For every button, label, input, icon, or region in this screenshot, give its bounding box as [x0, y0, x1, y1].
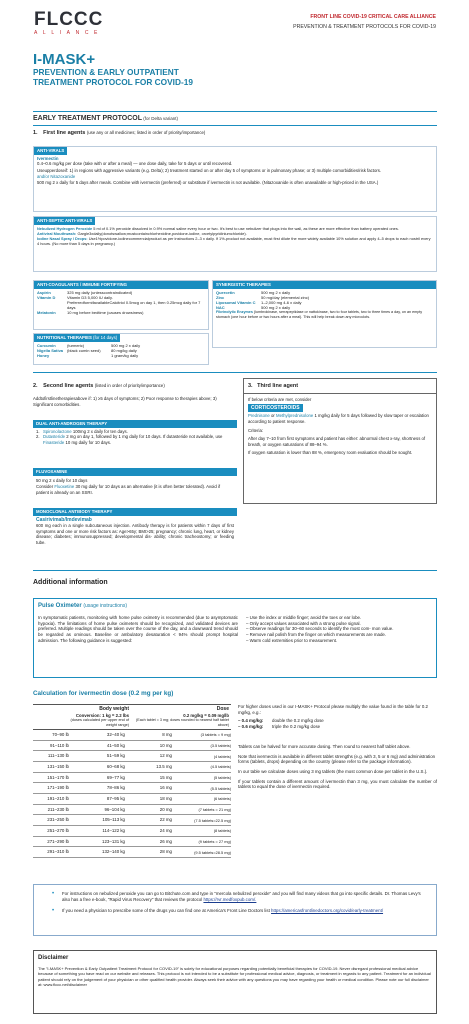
- antivirals-header: ANTI-VIRALS: [34, 147, 67, 155]
- table-row: [33, 837, 231, 848]
- table-row: [33, 741, 231, 752]
- quercetin-label: Quercetin: [216, 289, 235, 295]
- tablets-cell: (5.5 tablets): [210, 785, 231, 791]
- lb-cell: 91–110 lb: [50, 742, 69, 748]
- table-row: [33, 751, 231, 762]
- kg-cell: 87–95 kg: [106, 796, 125, 802]
- dose-cell: 8 mg: [162, 731, 172, 737]
- dose-cell: 26 mg: [159, 838, 172, 844]
- tablets-cell: (3.5 tablets): [210, 742, 231, 748]
- monoclonal-box: [33, 508, 237, 564]
- lb-cell: 251–270 lb: [47, 828, 69, 834]
- third-line-heading: [244, 379, 436, 390]
- dual-header: DUAL ANTI-ANDROGEN THERAPY: [33, 420, 237, 428]
- table-row: [33, 805, 231, 816]
- side-note-3: [238, 724, 437, 730]
- side-note-4: Tablets can be halved for more accurate dosing. Then round to nearest half tablet above.: [238, 743, 411, 749]
- dose-cell: 16 mg: [159, 785, 172, 791]
- subtitle-1: PREVENTION & EARLY OUTPATIENT: [33, 67, 179, 77]
- tablets-cell: (9 tablets = 27 mg): [198, 839, 231, 845]
- honey-dose: 1 gram/kg daily: [111, 352, 139, 358]
- resource-1-text: For instructions on nebulized peroxide you can go to Bitchute.com and type in "mercola nebulized peroxide" and you will find many videos that go into specific details. Dr. Thomas Levy's also has a free e-book, "Rapid Virus Recovery" that reviews the protocol: [62, 891, 421, 902]
- additional-heading: Additional information: [33, 579, 108, 586]
- dose-header: Dose: [216, 706, 229, 712]
- fluvoxamine-dose: 50 mg 2 x daily for 10 days: [36, 477, 88, 483]
- header-line-1: FRONT LINE COVID-19 CRITICAL CARE ALLIANCE: [310, 14, 436, 20]
- quercetin-dose: 500 mg 2 x daily: [261, 289, 291, 295]
- dose-cell: 10 mg: [159, 742, 172, 748]
- second-line-heading: [33, 383, 165, 390]
- nigella-dose: 80 mg/kg daily: [111, 347, 137, 353]
- subtitle-2: TREATMENT PROTOCOL FOR COVID-19: [33, 77, 193, 87]
- table-body: [33, 730, 231, 858]
- finasteride-text: 10 mg daily for 10 days.: [65, 439, 112, 445]
- side-note-1: For higher doses used in our I-MASK+ Protocol please multiply the value found in the table for 0.2 mg/kg, e.g.:: [238, 704, 429, 715]
- ivermectin-dose: 0.4–0.6 mg/kg per dose (take with or after a meal) — one dose daily, take for 5 days or until recovered.: [37, 161, 233, 167]
- lb-cell: 151–170 lb: [47, 774, 69, 780]
- second-line-label: Second line agents: [43, 383, 94, 389]
- pulse-tip-4: – Remove nail polish from the finger on which measurements are made.: [246, 632, 387, 638]
- honey-label: Honey: [37, 352, 50, 358]
- section-note: (for Delta variant): [143, 116, 178, 121]
- prednisone-dose: 1 mg/kg daily for 5 days followed by slow taper or escalation according to patient response.: [248, 413, 429, 424]
- table-row: [33, 815, 231, 826]
- fluoxetine-text: [36, 484, 234, 495]
- mouthwash-label: Antiviral Mouthwash:: [37, 230, 77, 236]
- table-row: [33, 847, 231, 858]
- melatonin-dose: 10 mg before bedtime (causes drowsiness): [67, 310, 144, 316]
- dose-06-text: triple the 0.2 mg/kg dose: [272, 724, 321, 730]
- second-line-num: 2.: [33, 383, 38, 389]
- pulse-heading: [38, 603, 432, 611]
- ivermectin-upper: Useupperdoseif: 1) in regions with aggressive variants (e.g. Delta); 2) treatment started on or after day 5 of symptoms or in pulmonary phase; or 3) multiple comorbidities/risk factors.: [37, 167, 382, 173]
- pulse-title: Pulse Oximeter: [38, 603, 82, 609]
- first-line-note: (use any or all medicines; listed in order of priority/importance): [86, 130, 206, 135]
- finasteride-label: Finasteride: [43, 439, 65, 445]
- lb-cell: 111–130 lb: [47, 753, 69, 759]
- antiseptic-box: [33, 216, 437, 272]
- zinc-dose: 50 mg/day (elemental zinc): [261, 294, 310, 300]
- iodine-label: Iodine Nasal Spray / Drops:: [37, 235, 88, 241]
- divider-2: [33, 570, 437, 571]
- tablets-cell: (7.5 tablets=22.5 mg): [194, 817, 231, 823]
- methylpred-label: Methylprednisolone: [275, 413, 314, 419]
- calcitriol-dose: PreferredformifavailableCalcitriol 0.5mcg on day 1, then 0.25mcg daily for 7 days: [67, 299, 201, 311]
- tablets-cell: (6 tablets): [213, 796, 231, 802]
- tablets-cell: (7 tablets = 21 mg): [198, 807, 231, 813]
- curcumin-dose: 500 mg 2 x daily: [111, 342, 141, 348]
- vitd-dose: Vitamin D3 5,000 IU daily.: [67, 294, 113, 300]
- dutasteride-row: [36, 434, 234, 445]
- duta-label: Dutasteride: [43, 434, 65, 440]
- lb-cell: 131–150 lb: [47, 763, 69, 769]
- fluoxetine-label: Fluoxetine: [54, 484, 75, 490]
- header-line-2: PREVENTION & TREATMENT PROTOCOLS FOR COVID-19: [293, 24, 436, 30]
- logo-subtext: ALLIANCE: [34, 30, 103, 36]
- table-row: [33, 783, 231, 794]
- tablets-cell: (5 tablets): [213, 774, 231, 780]
- dose-cell: 18 mg: [159, 796, 172, 802]
- monoclonal-header: MONOCLONAL ANTIBODY THERAPY: [33, 508, 237, 516]
- prednisone-text: [248, 413, 432, 424]
- ivermectin-title: Ivermectin: [37, 155, 59, 161]
- resource-2: [52, 908, 422, 915]
- tablets-cell: (4.5 tablets): [210, 764, 231, 770]
- fluoxetine-dose: 30 mg daily for 10 days as an alternative (it is often better tolerated). Avoid if patient is already on an SSRI.: [36, 484, 221, 495]
- peroxide-text: 5 ml of 0.1% peroxide dissolved in 0.9% normal saline every hour or two. It's best to use nebulizer that plugs into the wall, as these are more effective than battery operated ones.: [93, 225, 399, 231]
- resource-2-link[interactable]: https://americasfrontlinedoctors.org/covid/early-treatment/: [271, 908, 384, 914]
- spiro-label: Spironolactone: [43, 428, 72, 434]
- melatonin-label: Melatonin: [37, 310, 56, 316]
- side-note-7: If your tablets contain a different amount of ivermectin than 3 mg, you must calculate the number of tablets to equal the dose of ivermectin required.: [238, 778, 437, 790]
- corticosteroids-header: CORTICOSTEROIDS: [248, 404, 303, 413]
- nutritional-header: [34, 334, 120, 342]
- synergistic-header: SYNERGISTIC THERAPIES: [213, 281, 436, 289]
- dose-conversion: 0.2 mg/kg = 0.09 mg/lb: [183, 712, 229, 718]
- kg-cell: 78–86 kg: [106, 785, 125, 791]
- first-line-label: First line agents: [43, 130, 86, 136]
- antiseptic-header: ANTI-SEPTIC ANTI-VIRALS: [34, 217, 95, 225]
- peroxide-label: Nebulized Hydrogen Peroxide: [37, 225, 93, 231]
- section-title: EARLY TREATMENT PROTOCOL: [33, 115, 143, 122]
- title-rule: [33, 111, 437, 112]
- main-title: I-MASK+: [33, 51, 96, 68]
- disclaimer-title: Disclaimer: [38, 955, 69, 961]
- aspirin-label: Aspirin: [37, 289, 51, 295]
- lb-cell: 191–210 lb: [47, 796, 69, 802]
- kg-cell: 114–122 kg: [102, 828, 125, 834]
- table-row: [33, 730, 231, 741]
- pulse-right-list: [246, 615, 431, 644]
- dose-cell: 28 mg: [159, 849, 172, 855]
- nutritional-note: (for 14 days): [93, 335, 118, 340]
- synergistic-box: [212, 280, 437, 348]
- flccc-logo: [34, 10, 103, 37]
- lb-cell: 231–250 lb: [47, 817, 69, 823]
- logo-text: FLCCC: [34, 9, 104, 30]
- dose-table: [33, 704, 231, 858]
- kg-cell: 41–50 kg: [106, 742, 125, 748]
- body-weight-header: Body weight: [99, 706, 129, 712]
- dose-cell: 13.5 mg: [156, 763, 172, 769]
- dose-cell: 22 mg: [159, 817, 172, 823]
- fluoxetine-consider: Consider: [36, 484, 54, 490]
- third-line-label: Third line agent: [257, 383, 299, 389]
- dose-06-label: – 0.6 mg/kg:: [238, 724, 264, 730]
- kg-cell: 123–131 kg: [102, 838, 125, 844]
- dose-cell: 15 mg: [159, 774, 172, 780]
- mouthwash-text: Gargle3xdaily(donotswallow;mustcontainchlorhexidine,povidone-iodine, orcetylpyridiniumchloride).: [77, 230, 247, 236]
- iodine-text: Use1%povidone-iodinecommercialproduct as per instructions 2–3 x daily. If 1%-product not available, must first dilute the more widely available 10% solution and apply 4–5 drops to each nostril every 4 hours. (No more than 5 days in pregnancy.): [37, 235, 431, 246]
- dose-note: (Each tablet = 3 mg; doses rounded to nearest half tablet above): [136, 718, 229, 727]
- tablets-cell: (3 tablets = 9 mg): [200, 732, 231, 738]
- pulse-tip-5: – Warm cold extremities prior to measurement.: [246, 637, 338, 643]
- lb-cell: 171–190 lb: [47, 785, 69, 791]
- table-row: [33, 762, 231, 773]
- calc-title: Calculation for ivermectin dose (0.2 mg per kg): [33, 690, 174, 697]
- fluvoxamine-box: [33, 468, 237, 502]
- nigella-note: (black cumin seed): [67, 347, 101, 353]
- resource-1-link[interactable]: https://rvr.medfoxpub.com/.: [203, 896, 257, 902]
- er-text: If oxygen saturation is lower than 88 %, emergency room evaluation should be sought.: [248, 450, 413, 456]
- kg-cell: 32–40 kg: [106, 731, 125, 737]
- pulse-tip-3: – Observe readings for 30–60 seconds to identify the most com- mon value.: [246, 626, 394, 632]
- pulse-oximeter-box: [33, 598, 437, 678]
- table-row: [33, 773, 231, 784]
- section-rule: [33, 125, 437, 126]
- lb-cell: 211–230 lb: [47, 806, 69, 812]
- tablets-cell: (9.5 tablets=28.5 mg): [194, 849, 231, 855]
- third-line-intro: If below criteria are met, consider: [248, 397, 312, 403]
- third-line-box: [243, 378, 437, 504]
- vitc-dose: 1–2,000 mg 4-6 x daily: [261, 299, 302, 305]
- disclaimer-box: [33, 950, 437, 1014]
- second-line-intro: Addtofirstlinetherapiesabove if: 1) ≥5 days of symptoms; 2) Poor response to therapies above; 3) Significant comorbidities.: [33, 396, 217, 407]
- third-line-num: 3.: [248, 383, 253, 389]
- side-note-5: Note that ivermectin is available in different tablet strengths (e.g. with 3, 5 or 6 mg) and administration forms (tablets, drops) depending on the country (please refer to the package information).: [238, 753, 436, 765]
- calcitriol-row: [37, 300, 205, 310]
- section-heading: [33, 114, 178, 123]
- disclaimer-text: The "I-MASK+ Prevention & Early Outpatient Treatment Protocol for COVID-19" is solely for educational purposes regarding potentially beneficial therapies for COVID-19. Never disregard professional medical advice because of something you have read on our website and releases. This protocol is not intended to be a substitute for professional medical advice, diagnosis, or treatment in regards to any patient. Treatment for an individual patient should rely on the judgement of your physician or other qualified health provider. Always seek their advice with any questions you may have regarding your health or medical condition. Please note our full disclaimer at: www.flccc.net/disclaimer: [38, 965, 431, 987]
- criteria-text: After day 7–10 from first symptoms and patient has either: abnormal chest x-ray, shortness of breath, or oxygen saturations of 88–94 %.: [248, 435, 426, 447]
- fluvoxamine-header: FLUVOXAMINE: [33, 468, 237, 476]
- antivirals-box: [33, 146, 437, 212]
- nitazoxanide-dose: 500 mg 2 x daily for 5 days after meals. Combine with ivermectin (preferred) or substitute if ivermectin is not available. (Nitazoxanide is often unavailable or high-priced in the USA.): [37, 179, 379, 185]
- nac-label: NAC: [216, 305, 225, 311]
- vitc-label: Liposomal Vitamin C: [216, 299, 256, 305]
- calc-side-notes: [238, 704, 437, 790]
- dose-cell: 24 mg: [159, 828, 172, 834]
- kg-cell: 51–59 kg: [106, 753, 125, 759]
- kg-cell: 105–113 kg: [102, 817, 125, 823]
- first-line-heading: [33, 130, 205, 137]
- bullet-dot-1: •: [52, 891, 55, 897]
- honey-row: [37, 353, 205, 358]
- dose-cell: 12 mg: [159, 753, 172, 759]
- kg-cell: 69–77 kg: [106, 774, 125, 780]
- pulse-tip-2: – Only accept values associated with a strong pulse signal.: [246, 620, 361, 626]
- melatonin-row: [37, 310, 205, 315]
- nac-dose: 500 mg 2 x daily: [261, 305, 291, 311]
- nutritional-title: NUTRITIONAL THERAPIES: [37, 335, 92, 340]
- divider-1: [33, 372, 437, 373]
- aspirin-dose: 325 mg daily (unlesscontraindicated): [67, 289, 133, 295]
- nutritional-box: [33, 333, 209, 365]
- resources-box: [33, 884, 437, 936]
- pulse-tip-1: – Use the index or middle finger; avoid the toes or ear lobe.: [246, 615, 362, 620]
- first-line-num: 1.: [33, 130, 38, 136]
- monoclonal-drug: Casirivimab/Imdevimab: [36, 516, 92, 523]
- resource-2-text: If you need a physician to prescribe some of the drugs you can find one at America's Front Line Doctors list: [62, 908, 270, 914]
- nigella-label: Nigella Sativa: [37, 347, 64, 353]
- lb-cell: 271–290 lb: [47, 838, 69, 844]
- table-row: [33, 826, 231, 837]
- table-header: [33, 704, 231, 730]
- duta-text: 2 mg on day 1, followed by 1 mg daily for 10 days. If dutasteride not available, use: [66, 434, 223, 440]
- duta-num: 2.: [36, 434, 40, 440]
- anticoag-header: ANTI-COAGULANTS / IMMUNE FORTIFYING: [34, 281, 208, 289]
- anticoag-box: [33, 280, 209, 330]
- nitazoxanide-title: and/or Nitazoxanide: [37, 174, 76, 180]
- fibrinolytic-label: Fibrinolytic Enzymes: [216, 310, 253, 315]
- side-note-6: In our table we calculate doses using 3 mg tablets (the most common dose per tablet in the U.S.).: [238, 769, 428, 775]
- curcumin-note: (turmeric): [67, 342, 85, 348]
- tablets-cell: (4 tablets): [213, 753, 231, 759]
- dose-04-text: double the 0.2 mg/kg dose: [272, 718, 324, 724]
- resource-1: [52, 891, 422, 902]
- spiro-num: 1.: [36, 428, 40, 434]
- iodine-item: [37, 236, 433, 246]
- kg-cell: 60–68 kg: [106, 763, 125, 769]
- second-line-note: (listed in order of priority/importance): [94, 383, 165, 388]
- table-row: [33, 794, 231, 805]
- dose-cell: 20 mg: [159, 806, 172, 812]
- curcumin-label: Curcumin: [37, 342, 56, 348]
- monoclonal-text: 600 mg each in a single subcutaneous injection. Antibody therapy is for patients within 7 days of first symptoms and one or more risk factors as: Age>65y; BMI>25; pregnancy; chronic lung, heart, or kidney disease; diabetes; immunosuppressed; developmental dis- ability; chronic tracheostomy; or feeding tube.: [36, 523, 234, 545]
- zinc-label: Zinc: [216, 294, 225, 300]
- tablets-cell: (8 tablets): [213, 828, 231, 834]
- dose-04-label: – 0.4 mg/kg:: [238, 718, 264, 724]
- fibrinolytic-row: [216, 310, 433, 320]
- kg-cell: 96–104 kg: [104, 806, 125, 812]
- vitd-label: Vitamin D: [37, 294, 56, 300]
- bullet-dot-2: •: [52, 908, 55, 915]
- conversion-note: (doses calculated per upper end of weight range): [70, 718, 129, 727]
- dual-box: [33, 420, 237, 465]
- lb-cell: 70–90 lb: [52, 731, 69, 737]
- conversion-header: Conversion: 1 kg = 2.2 lbs: [75, 712, 129, 718]
- pulse-note: (usage instructions): [83, 603, 127, 609]
- kg-cell: 132–140 kg: [102, 849, 125, 855]
- criteria-label: Criteria:: [248, 428, 264, 434]
- prednisone-label: Prednisone: [248, 413, 270, 419]
- fibrinolytic-text: (lumbrokinase, serrapeptidase or nattokinase, two to four tablets, two to three times a day, on an empty stomach (one hour before or two hours after a meal). This will help break down any microclots.: [216, 310, 423, 320]
- spiro-text: 100mg 2 x daily for ten days.: [72, 428, 128, 434]
- lb-cell: 291–310 lb: [47, 849, 69, 855]
- prednisone-or: or: [270, 413, 275, 419]
- pulse-left-text: In symptomatic patients, monitoring with home pulse oximetry is recommended (due to asymptomatic hypoxia). The limitations of home pulse oximeters should be recognized, and validated devices are preferred. Multiple readings should be taken over the course of the day, and a downward trend should be regarded as ominous. Baseline or ambulatory desaturation < 94% should prompt hospital admission. The following guidance is suggested:: [38, 615, 238, 643]
